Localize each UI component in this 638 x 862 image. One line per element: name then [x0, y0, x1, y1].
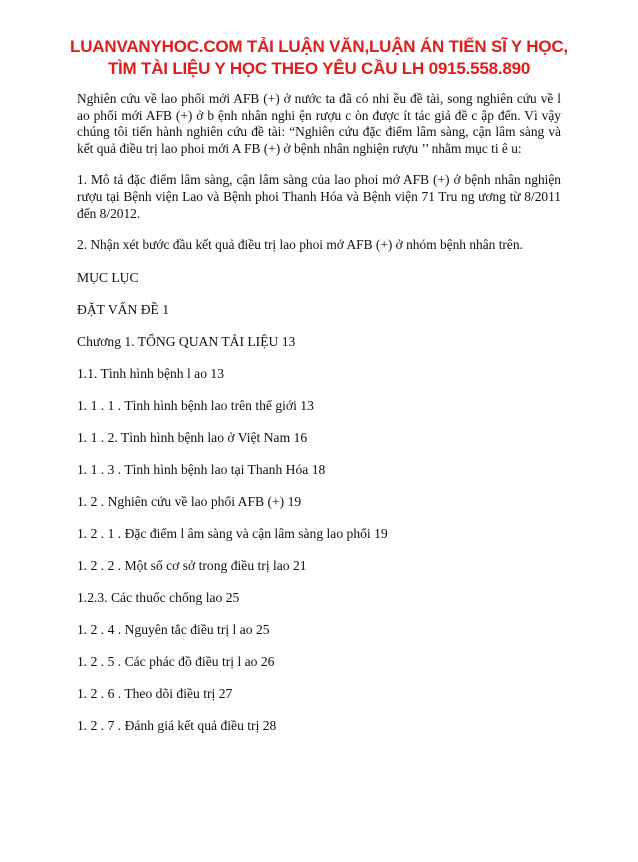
toc-entry: 1. 2 . 5 . Các phác đồ điều trị l ao 26 — [77, 653, 275, 669]
toc-title: MỤC LỤC — [77, 269, 139, 285]
toc-entry: 1. 1 . 2. Tình hình bệnh lao ở Việt Nam 16 — [77, 429, 308, 445]
intro-paragraph: Nghiên cứu về lao phổi mới AFB (+) ở nước ta đã có nhi ều đề tài, song nghiên cứu về l ao phổi mới AFB (+) ở b ệnh nhân nghi ện rượu c òn được ít tác giả đề c ập đến. Vì vậy chúng tôi tiến hành nghiên cứu đề tài: “Nghiên cứu đặc điểm lâm sàng, cận lâm sàng và kết quả điều trị lao phoi mới A FB (+) ở bệnh nhân nghiện rượu ’’ nhằm mục ti ê u: — [77, 91, 561, 156]
toc-entry: 1. 2 . 7 . Đánh giá kết quả điều trị 28 — [77, 717, 277, 733]
objective-1: 1. Mô tả đặc điểm lâm sàng, cận lâm sàng của lao phoi mớ AFB (+) ở bệnh nhân nghiện rượu tại Bệnh viện Lao và Bệnh phoi Thanh Hóa và Bệnh viện 71 Tru ng ương từ 8/2011 đến 8/2012. — [77, 172, 561, 221]
toc-entry: ĐẶT VẤN ĐỀ 1 — [77, 301, 170, 317]
toc-entry: Chương 1. TỔNG QUAN TẢI LIỆU 13 — [77, 333, 296, 349]
header-line-2: TÌM TÀI LIỆU Y HỌC THEO YÊU CẦU LH 0915.558.890 — [107, 59, 531, 78]
toc-entry: 1.1. Tình hình bệnh l ao 13 — [77, 365, 225, 381]
toc-entry: 1. 1 . 1 . Tình hình bệnh lao trên thế giới 13 — [77, 397, 314, 413]
toc-entry: 1. 2 . 2 . Một số cơ sở trong điều trị lao 21 — [77, 557, 307, 573]
objective-2: 2. Nhận xét bước đầu kết quả điều trị lao phoi mớ AFB (+) ở nhóm bệnh nhân trên. — [77, 237, 523, 253]
toc-entry: 1. 2 . 4 . Nguyên tắc điều trị l ao 25 — [77, 621, 270, 637]
document-page — [0, 36, 638, 862]
table-of-contents — [77, 270, 561, 734]
header-line-1: LUANVANYHOC.COM TẢI LUẬN VĂN,LUẬN ÁN TIẾN SĨ Y HỌC, — [70, 37, 568, 56]
toc-entry: 1. 2 . Nghiên cứu về lao phổi AFB (+) 19 — [77, 493, 302, 509]
page-header — [47, 36, 591, 80]
toc-entry: 1. 2 . 1 . Đặc điểm l âm sàng và cận lâm sàng lao phổi 19 — [77, 525, 388, 541]
toc-entry: 1. 2 . 6 . Theo dõi điều trị 27 — [77, 685, 233, 701]
toc-entry: 1. 1 . 3 . Tình hình bệnh lao tại Thanh Hóa 18 — [77, 461, 326, 477]
toc-entry: 1.2.3. Các thuốc chống lao 25 — [77, 589, 240, 605]
